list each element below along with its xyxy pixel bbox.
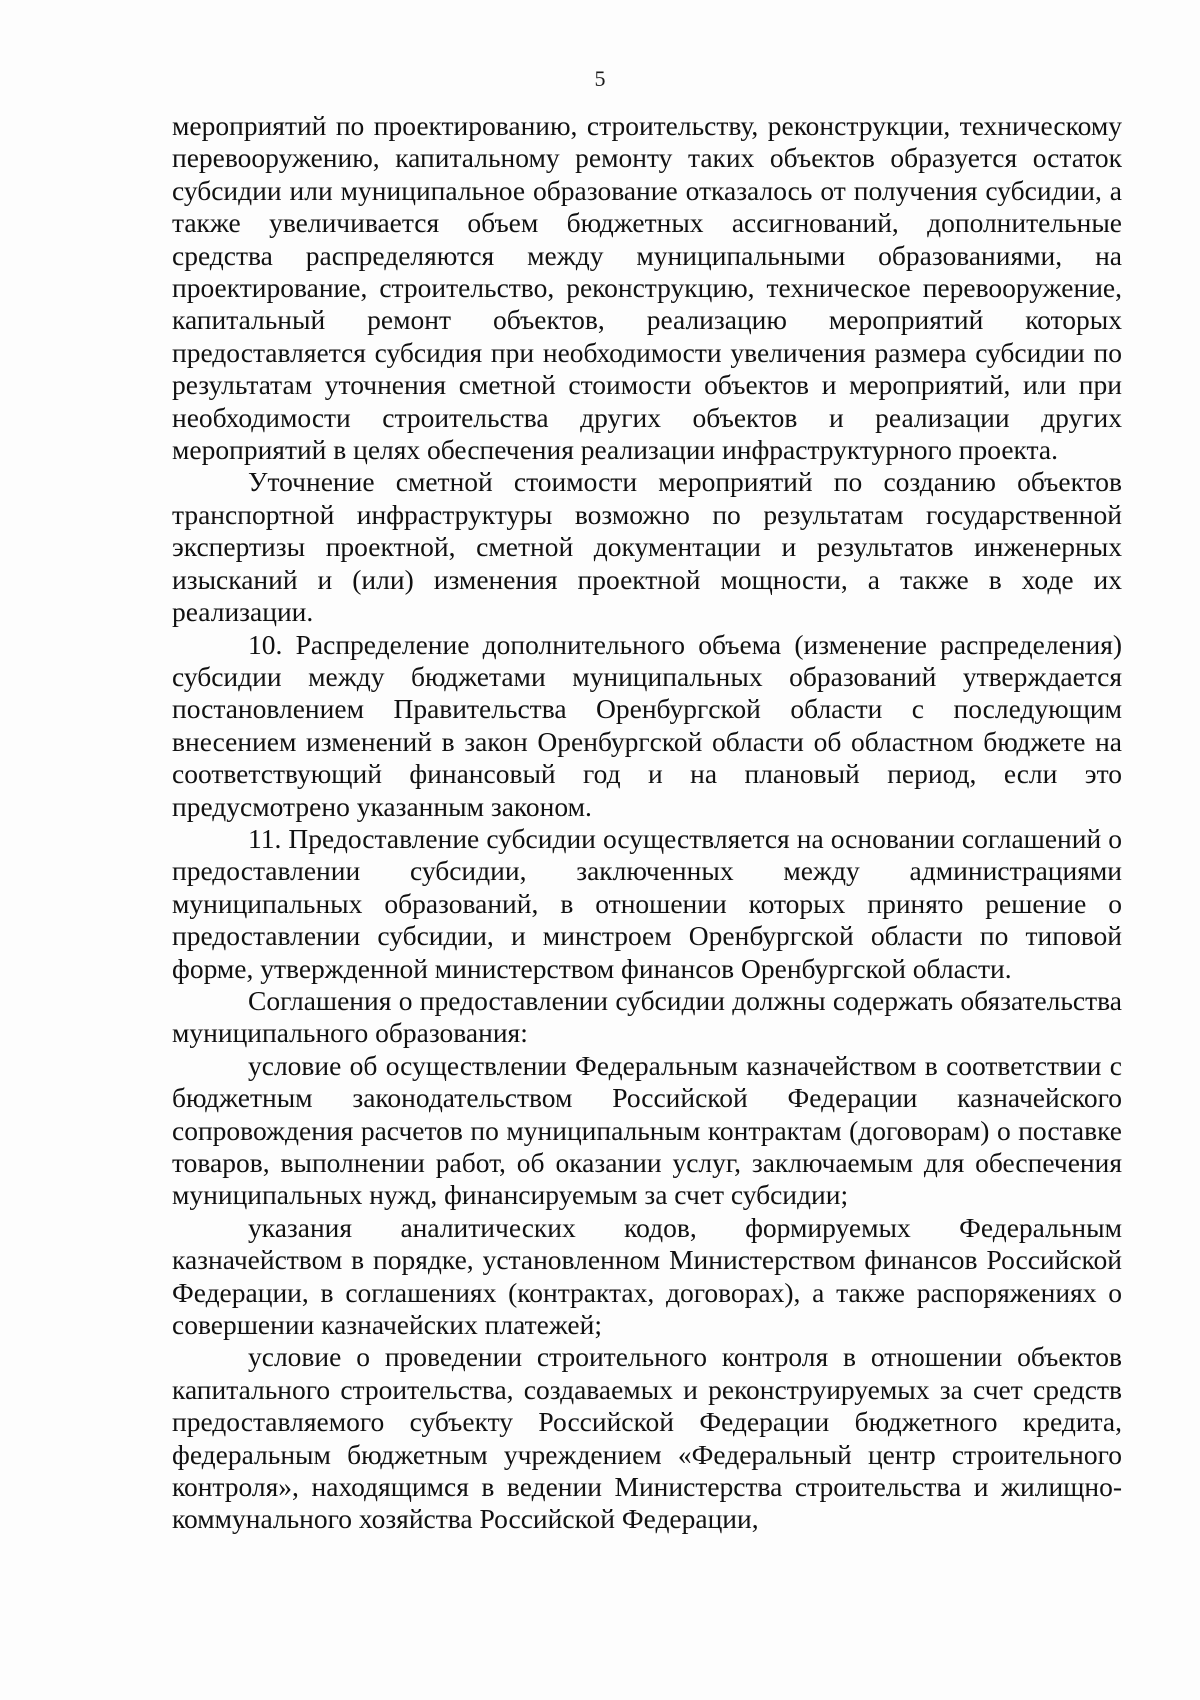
paragraph-analytic-codes: указания аналитических кодов, формируемых Федеральным казначейством в порядке, установленном Министерством финансов Российской Федерации, в соглашениях (контрактах, договорах), а также распоряжениях о совершении казначейских платежей; [172,1211,1122,1341]
body-text [172,110,1122,1536]
paragraph-condition-treasury: условие об осуществлении Федеральным казначейством в соответствии с бюджетным законодательством Российской Федерации казначейского сопровождения расчетов по муниципальным контрактам (договорам) о поставке товаров, выполнении работ, об оказании услуг, заключаемым для обеспечения муниципальных нужд, финансируемым за счет субсидии; [172,1049,1122,1211]
paragraph-construction-control: условие о проведении строительного контроля в отношении объектов капитального строительства, создаваемых и реконструируемых за счет средств предоставляемого субъекту Российской Федерации бюджетного кредита, федеральным бюджетным учреждением «Федеральный центр строительного контроля», находящимся в ведении Министерства строительства и жилищно-коммунального хозяйства Российской Федерации, [172,1341,1122,1535]
paragraph-continuation: мероприятий по проектированию, строительству, реконструкции, техническому перевооружению, капитальному ремонту таких объектов образуется остаток субсидии или муниципальное образование отказалось от получения субсидии, а также увеличивается объем бюджетных ассигнований, дополнительные средства распределяются между муниципальными образованиями, на проектирование, строительство, реконструкцию, техническое перевооружение, капитальный ремонт объектов, реализацию мероприятий которых предоставляется субсидия при необходимости увеличения размера субсидии по результатам уточнения сметной стоимости объектов и мероприятий, или при необходимости строительства других объектов и реализации других мероприятий в целях обеспечения реализации инфраструктурного проекта. [172,110,1122,466]
paragraph-item-10: 10. Распределение дополнительного объема (изменение распределения) субсидии между бюджетами муниципальных образований утверждается постановлением Правительства Оренбургской области с последующим внесением изменений в закон Оренбургской области об областном бюджете на соответствующий финансовый год и на плановый период, если это предусмотрено указанным законом. [172,628,1122,822]
page-number: 5 [594,66,606,91]
paragraph-item-11: 11. Предоставление субсидии осуществляется на основании соглашений о предоставлении субсидии, заключенных между администрациями муниципальных образований, в отношении которых принято решение о предоставлении субсидии, и минстроем Оренбургской области по типовой форме, утвержденной министерством финансов Оренбургской области. [172,822,1122,984]
paragraph-cost-clarification: Уточнение сметной стоимости мероприятий по созданию объектов транспортной инфраструктуры возможно по результатам государственной экспертизы проектной, сметной документации и результатов инженерных изысканий и (или) изменения проектной мощности, а также в ходе их реализации. [172,466,1122,628]
paragraph-agreements: Соглашения о предоставлении субсидии должны содержать обязательства муниципального образования: [172,984,1122,1049]
